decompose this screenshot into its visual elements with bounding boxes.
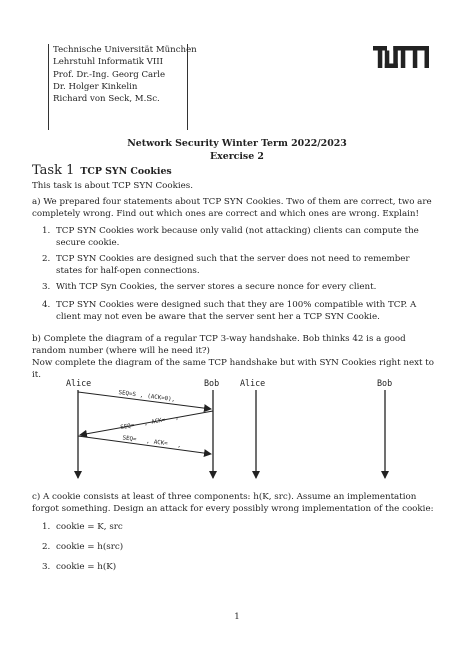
list-item [42,225,430,249]
ack-seq-label: SEQ= , ACK= , [122,435,182,450]
synack-seq: SEQ= [120,422,135,432]
exercise-number: Exercise 2 [210,150,264,162]
item-text: With TCP Syn Cookies, the server stores a secure nonce for every client. [56,282,377,292]
task-heading [32,163,172,178]
item-text: cookie = h(src) [56,542,124,552]
task-label: Task 1 [32,163,75,178]
part-a-text: a) We prepared four statements about TCP SYN Cookies. Two of them are correct, two are completely wrong. Find out which ones are correct and which ones are wrong. Explain! [32,197,432,220]
list-item [42,561,430,573]
item-number: 1. [42,522,51,532]
item-number: 3. [42,562,51,572]
tcp-handshake-diagram [0,374,474,484]
header-line: Technische Universität München [53,45,197,55]
ack-ack: ACK= [153,439,168,448]
syn-seq-label: SEQ=S , (ACK=0), [118,389,176,404]
syn-ack-seq-label: SEQ= , ACK= , [120,415,180,432]
item-number: 4. [42,300,51,310]
header-line: Dr. Holger Kinkelin [53,81,138,92]
task-name: TCP SYN Cookies [80,166,172,177]
alice-right-label: Alice [240,378,266,388]
header-line: Richard von Seck, M.Sc. [53,94,160,105]
page-number: 1 [234,612,240,622]
header-line: Lehrstuhl Informatik VIII [53,57,164,68]
part-b-text-2: Now complete the diagram of the same TCP handshake but with SYN Cookies right next to it. [32,358,434,381]
list-item [42,253,430,277]
item-number: 1. [42,226,51,236]
header-line: Prof. Dr.-Ing. Georg Carle [53,69,166,80]
ack-arrow [78,436,211,454]
task-intro: This task is about TCP SYN Cookies. [32,181,193,191]
list-item [42,541,430,553]
synack-ack: ACK= [151,417,166,426]
item-number: 2. [42,542,51,552]
alice-left-label: Alice [66,378,92,388]
item-text: cookie = K, src [56,522,123,532]
part-b-text: b) Complete the diagram of a regular TCP 3-way handshake. Bob thinks 42 is a good random number (where will he need it?) [32,334,406,357]
institution-header [48,44,197,130]
ack-seq: SEQ= [122,435,137,444]
list-item [42,521,430,533]
syn-seq: SEQ=S [118,389,137,399]
list-item [42,281,430,293]
syn-arrow [78,389,211,409]
syn-ack: (ACK=0) [146,393,172,403]
exercise-title [0,138,474,163]
part-c-text: c) A cookie consists at least of three components: h(K, src). Assume an implementation forgot something. Design an attack for every possibly wrong implementation of the cookie: [32,492,434,515]
item-text: TCP SYN Cookies are designed such that the server does not need to remember states for half-open connections. [56,254,410,277]
item-number: 3. [42,282,51,292]
item-number: 2. [42,254,51,264]
course-title: Network Security Winter Term 2022/2023 [127,138,347,149]
item-text: TCP SYN Cookies work because only valid (not attacking) clients can compute the secure cookie. [56,226,419,249]
tum-logo [373,46,429,74]
item-text: TCP SYN Cookies were designed such that they are 100% compatible with TCP. A client may not even be aware that the server sent her a TCP SYN Cookie. [56,300,417,323]
bob-left-label: Bob [204,378,220,388]
item-text: cookie = h(K) [56,562,117,572]
list-item [42,299,430,323]
bob-right-label: Bob [377,378,393,388]
